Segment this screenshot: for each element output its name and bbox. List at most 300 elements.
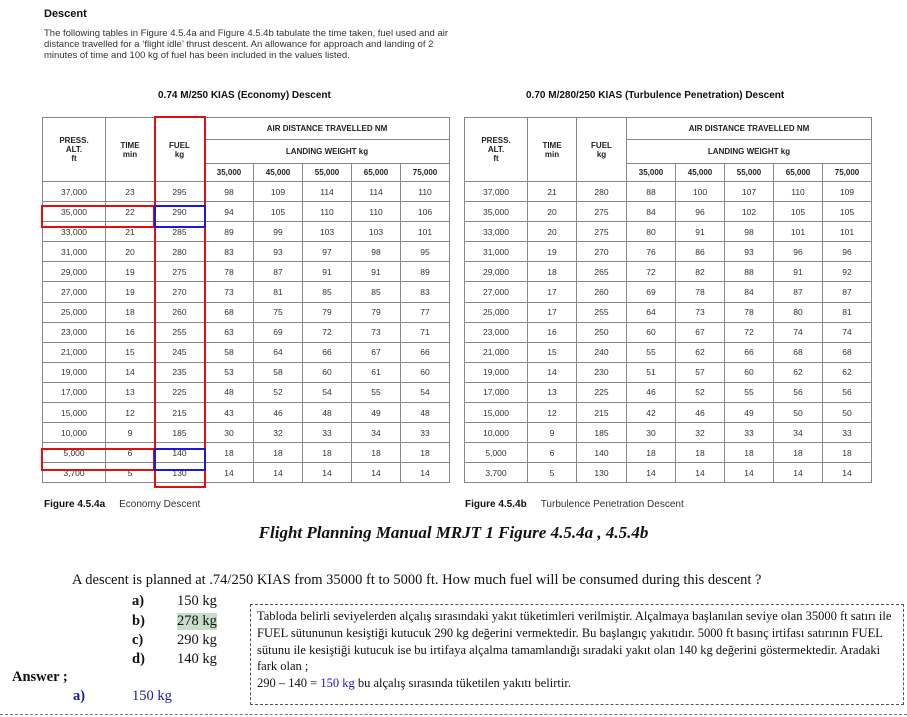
table-cell: 96	[774, 242, 823, 262]
table-row	[465, 463, 872, 483]
table-cell: 245	[155, 342, 205, 362]
table-cell: 75	[254, 302, 303, 322]
table-cell: 98	[352, 242, 401, 262]
table-cell: 71	[401, 322, 450, 342]
table-cell: 3,700	[43, 463, 106, 483]
table-cell: 270	[577, 242, 627, 262]
table-row	[465, 182, 872, 202]
table-cell: 18	[627, 443, 676, 463]
table-cell: 275	[155, 262, 205, 282]
table-cell: 83	[205, 242, 254, 262]
turbulence-descent-table	[464, 117, 872, 483]
table-cell: 76	[627, 242, 676, 262]
table-cell: 100	[676, 182, 725, 202]
row-35000-highlight	[41, 205, 155, 228]
table-row	[43, 362, 450, 382]
table-cell: 14	[774, 463, 823, 483]
table-row	[43, 262, 450, 282]
table-cell: 185	[577, 423, 627, 443]
table-cell: 27,000	[43, 282, 106, 302]
weight-header: 45,000	[676, 164, 725, 182]
table-cell: 68	[823, 342, 872, 362]
table-cell: 14	[401, 463, 450, 483]
table-cell: 69	[627, 282, 676, 302]
table-cell: 23,000	[465, 322, 528, 342]
table-cell: 79	[352, 302, 401, 322]
table-cell: 215	[155, 403, 205, 423]
table-cell: 64	[627, 302, 676, 322]
table-cell: 42	[627, 403, 676, 423]
table-cell: 215	[577, 403, 627, 423]
table-cell: 50	[774, 403, 823, 423]
table-row	[43, 342, 450, 362]
table-cell: 73	[205, 282, 254, 302]
landing-weight-header: LANDING WEIGHT kg	[627, 140, 872, 164]
weight-header: 65,000	[774, 164, 823, 182]
table-cell: 101	[823, 222, 872, 242]
table-cell: 33,000	[43, 222, 106, 242]
table-cell: 18	[401, 443, 450, 463]
table-row	[43, 403, 450, 423]
table-cell: 19	[106, 282, 155, 302]
table-cell: 101	[774, 222, 823, 242]
table-cell: 58	[254, 362, 303, 382]
table-cell: 14	[205, 463, 254, 483]
answer-value: 150 kg	[132, 688, 172, 704]
table-cell: 55	[627, 342, 676, 362]
table-cell: 110	[352, 202, 401, 222]
table-cell: 68	[205, 302, 254, 322]
economy-descent-table	[42, 117, 450, 483]
table-cell: 280	[155, 242, 205, 262]
option-b: b) 278 kg	[132, 613, 217, 629]
table-cell: 85	[352, 282, 401, 302]
table-cell: 35,000	[465, 202, 528, 222]
table-cell: 60	[401, 362, 450, 382]
table-cell: 18	[205, 443, 254, 463]
table-cell: 46	[627, 382, 676, 402]
table-cell: 93	[254, 242, 303, 262]
table-cell: 10,000	[465, 423, 528, 443]
table-cell: 6	[528, 443, 577, 463]
table-cell: 16	[106, 322, 155, 342]
table-cell: 140	[155, 443, 205, 463]
table-cell: 96	[823, 242, 872, 262]
table-cell: 15,000	[43, 403, 106, 423]
table-cell: 12	[106, 403, 155, 423]
main-title: Flight Planning Manual MRJT 1 Figure 4.5.4a , 4.5.4b	[258, 523, 649, 542]
weight-header: 75,000	[823, 164, 872, 182]
table-cell: 63	[205, 322, 254, 342]
table-cell: 72	[303, 322, 352, 342]
table-cell: 105	[774, 202, 823, 222]
table-cell: 94	[205, 202, 254, 222]
table-cell: 18	[254, 443, 303, 463]
table-cell: 96	[676, 202, 725, 222]
intro-paragraph: The following tables in Figure 4.5.4a and Figure 4.5.4b tabulate the time taken, fuel used and air distance travelled for a ‘flight idle’ thrust descent. An allowance for approach and landing of 2 minutes of time and 100 kg of fuel has been included in the values listed.	[44, 28, 449, 61]
table-cell: 29,000	[465, 262, 528, 282]
table-cell: 84	[725, 282, 774, 302]
table-cell: 14	[823, 463, 872, 483]
table-cell: 49	[352, 403, 401, 423]
table-cell: 50	[823, 403, 872, 423]
table-row	[465, 282, 872, 302]
table-cell: 5	[528, 463, 577, 483]
table-cell: 255	[577, 302, 627, 322]
table-cell: 52	[254, 382, 303, 402]
table-row	[43, 382, 450, 402]
table-cell: 56	[823, 382, 872, 402]
table-cell: 62	[676, 342, 725, 362]
table-cell: 60	[627, 322, 676, 342]
table-cell: 66	[725, 342, 774, 362]
table-cell: 13	[106, 382, 155, 402]
table-cell: 185	[155, 423, 205, 443]
table-cell: 87	[254, 262, 303, 282]
table-cell: 98	[205, 182, 254, 202]
table-cell: 21,000	[465, 342, 528, 362]
question-text: A descent is planned at .74/250 KIAS from 35000 ft to 5000 ft. How much fuel will be consumed during this descent ?	[72, 572, 762, 588]
table-cell: 56	[774, 382, 823, 402]
table-cell: 91	[352, 262, 401, 282]
table-row	[43, 302, 450, 322]
table-row	[465, 382, 872, 402]
table-cell: 25,000	[43, 302, 106, 322]
table-cell: 20	[528, 222, 577, 242]
table-cell: 32	[254, 423, 303, 443]
table-cell: 114	[303, 182, 352, 202]
table-cell: 5,000	[43, 443, 106, 463]
table-cell: 68	[774, 342, 823, 362]
table-cell: 89	[205, 222, 254, 242]
table-cell: 81	[254, 282, 303, 302]
table-cell: 9	[528, 423, 577, 443]
weight-header: 45,000	[254, 164, 303, 182]
table-cell: 290	[155, 202, 205, 222]
table-cell: 6	[106, 443, 155, 463]
table-cell: 18	[774, 443, 823, 463]
table-cell: 14	[303, 463, 352, 483]
table-cell: 17,000	[465, 382, 528, 402]
table-cell: 260	[155, 302, 205, 322]
table-cell: 3,700	[465, 463, 528, 483]
time-header: TIME min	[528, 118, 577, 182]
table-cell: 14	[627, 463, 676, 483]
table-cell: 103	[303, 222, 352, 242]
table-cell: 19	[528, 242, 577, 262]
table-cell: 80	[774, 302, 823, 322]
table-cell: 49	[725, 403, 774, 423]
table-cell: 33	[725, 423, 774, 443]
bottom-divider	[0, 714, 907, 715]
air-distance-header: AIR DISTANCE TRAVELLED NM	[627, 118, 872, 140]
table-cell: 30	[627, 423, 676, 443]
table-cell: 62	[774, 362, 823, 382]
table-cell: 48	[303, 403, 352, 423]
weight-header: 55,000	[303, 164, 352, 182]
table-cell: 14	[352, 463, 401, 483]
table-cell: 101	[401, 222, 450, 242]
table-cell: 51	[627, 362, 676, 382]
explanation-box	[250, 604, 904, 705]
table-cell: 57	[676, 362, 725, 382]
table-cell: 225	[577, 382, 627, 402]
table-cell: 130	[577, 463, 627, 483]
table-cell: 15	[106, 342, 155, 362]
table-cell: 16	[528, 322, 577, 342]
table-cell: 87	[774, 282, 823, 302]
table-cell: 22	[106, 202, 155, 222]
table-row	[465, 202, 872, 222]
table-cell: 23,000	[43, 322, 106, 342]
table-cell: 14	[676, 463, 725, 483]
table-cell: 34	[352, 423, 401, 443]
table-cell: 95	[401, 242, 450, 262]
table-cell: 89	[401, 262, 450, 282]
table-cell: 97	[303, 242, 352, 262]
table-cell: 98	[725, 222, 774, 242]
table-cell: 110	[401, 182, 450, 202]
table-cell: 18	[303, 443, 352, 463]
table-cell: 235	[155, 362, 205, 382]
table-cell: 255	[155, 322, 205, 342]
time-header: TIME min	[106, 118, 155, 182]
section-heading: Descent	[44, 8, 87, 20]
explanation-calc: 290 – 140 = 150 kg bu alçalış sırasında tüketilen yakıtı belirtir.	[257, 676, 571, 691]
weight-header: 35,000	[627, 164, 676, 182]
table-cell: 14	[254, 463, 303, 483]
table-cell: 19	[106, 262, 155, 282]
table-cell: 78	[676, 282, 725, 302]
table-cell: 46	[676, 403, 725, 423]
table-cell: 30	[205, 423, 254, 443]
table-cell: 55	[725, 382, 774, 402]
table-row	[43, 242, 450, 262]
table-cell: 240	[577, 342, 627, 362]
table-cell: 85	[303, 282, 352, 302]
weight-header: 55,000	[725, 164, 774, 182]
table-cell: 114	[352, 182, 401, 202]
table-cell: 250	[577, 322, 627, 342]
table-cell: 67	[352, 342, 401, 362]
table-cell: 77	[401, 302, 450, 322]
table-cell: 87	[823, 282, 872, 302]
table-cell: 78	[725, 302, 774, 322]
table-row	[465, 362, 872, 382]
figure-b-caption: Figure 4.5.4b Turbulence Penetration Descent	[465, 499, 684, 510]
row-5000-highlight	[41, 448, 155, 471]
air-distance-header: AIR DISTANCE TRAVELLED NM	[205, 118, 450, 140]
table-cell: 73	[352, 322, 401, 342]
weight-header: 65,000	[352, 164, 401, 182]
landing-weight-header: LANDING WEIGHT kg	[205, 140, 450, 164]
table-cell: 61	[352, 362, 401, 382]
fuel-header: FUEL kg	[577, 118, 627, 182]
table-cell: 140	[577, 443, 627, 463]
table-cell: 58	[205, 342, 254, 362]
table-cell: 103	[352, 222, 401, 242]
table-cell: 54	[401, 382, 450, 402]
option-a: a) 150 kg	[132, 593, 217, 609]
table-cell: 27,000	[465, 282, 528, 302]
option-d: d) 140 kg	[132, 651, 217, 667]
table-cell: 72	[627, 262, 676, 282]
table-cell: 88	[627, 182, 676, 202]
table-b-caption: 0.70 M/280/250 KIAS (Turbulence Penetration) Descent	[526, 90, 785, 101]
table-cell: 109	[823, 182, 872, 202]
table-cell: 13	[528, 382, 577, 402]
fuel-header: FUEL kg	[155, 118, 205, 182]
table-cell: 60	[725, 362, 774, 382]
table-cell: 33,000	[465, 222, 528, 242]
table-cell: 21	[528, 182, 577, 202]
table-row	[43, 282, 450, 302]
table-cell: 265	[577, 262, 627, 282]
table-cell: 31,000	[465, 242, 528, 262]
table-cell: 230	[577, 362, 627, 382]
table-cell: 12	[528, 403, 577, 423]
table-cell: 14	[528, 362, 577, 382]
table-cell: 130	[155, 463, 205, 483]
table-cell: 33	[303, 423, 352, 443]
table-cell: 275	[577, 202, 627, 222]
table-cell: 21	[106, 222, 155, 242]
table-cell: 18	[676, 443, 725, 463]
table-cell: 78	[205, 262, 254, 282]
table-cell: 20	[528, 202, 577, 222]
table-cell: 5	[106, 463, 155, 483]
table-cell: 17	[528, 302, 577, 322]
table-row	[465, 302, 872, 322]
table-row	[465, 403, 872, 423]
table-cell: 102	[725, 202, 774, 222]
table-row	[465, 242, 872, 262]
table-cell: 106	[401, 202, 450, 222]
table-cell: 107	[725, 182, 774, 202]
table-cell: 14	[725, 463, 774, 483]
table-row	[465, 342, 872, 362]
table-cell: 46	[254, 403, 303, 423]
table-cell: 17,000	[43, 382, 106, 402]
table-cell: 105	[254, 202, 303, 222]
table-cell: 20	[106, 242, 155, 262]
table-cell: 19,000	[43, 362, 106, 382]
table-cell: 66	[303, 342, 352, 362]
table-cell: 74	[774, 322, 823, 342]
table-cell: 93	[725, 242, 774, 262]
table-row	[43, 423, 450, 443]
answer-letter: a)	[73, 688, 86, 704]
fuel-140-highlight	[154, 448, 206, 471]
table-cell: 62	[823, 362, 872, 382]
table-cell: 105	[823, 202, 872, 222]
table-cell: 43	[205, 403, 254, 423]
table-row	[465, 222, 872, 242]
fuel-290-highlight	[154, 205, 206, 228]
table-cell: 33	[401, 423, 450, 443]
table-cell: 66	[401, 342, 450, 362]
table-cell: 91	[676, 222, 725, 242]
table-cell: 17	[528, 282, 577, 302]
table-cell: 54	[303, 382, 352, 402]
table-row	[465, 423, 872, 443]
table-cell: 37,000	[465, 182, 528, 202]
table-cell: 19,000	[465, 362, 528, 382]
table-cell: 60	[303, 362, 352, 382]
table-cell: 72	[725, 322, 774, 342]
table-cell: 10,000	[43, 423, 106, 443]
weight-header: 75,000	[401, 164, 450, 182]
table-cell: 84	[627, 202, 676, 222]
table-row	[43, 322, 450, 342]
fuel-column-highlight	[154, 116, 206, 488]
table-cell: 48	[205, 382, 254, 402]
option-c: c) 290 kg	[132, 632, 217, 648]
table-cell: 18	[528, 262, 577, 282]
table-cell: 18	[725, 443, 774, 463]
table-cell: 18	[352, 443, 401, 463]
table-cell: 48	[401, 403, 450, 423]
table-cell: 280	[577, 182, 627, 202]
table-cell: 25,000	[465, 302, 528, 322]
figure-a-caption: Figure 4.5.4a Economy Descent	[44, 499, 201, 510]
table-cell: 29,000	[43, 262, 106, 282]
table-cell: 73	[676, 302, 725, 322]
table-cell: 35,000	[43, 202, 106, 222]
table-cell: 69	[254, 322, 303, 342]
table-cell: 88	[725, 262, 774, 282]
table-cell: 91	[774, 262, 823, 282]
table-cell: 53	[205, 362, 254, 382]
table-cell: 99	[254, 222, 303, 242]
table-cell: 14	[106, 362, 155, 382]
table-cell: 33	[823, 423, 872, 443]
table-cell: 23	[106, 182, 155, 202]
table-cell: 260	[577, 282, 627, 302]
explanation-text: Tabloda belirli seviyelerden alçalış sırasındaki yakıt tüketimleri verilmiştir. Alçalmaya başlanılan seviye olan 35000 ft satırı ile FUEL sütununun kesiştiği kutucuk 290 kg değerini vermektedir. Bu başlangıç yakıtıdır. 5000 ft basınç irtifası satırının FUEL sütunu ile kesiştiği kutucuk ise bu irtifaya alçalma tamamlandığı sıradaki yakıt olan 140 kg değerini göstermektedir. Aradaki fark olan ;	[257, 609, 892, 674]
table-cell: 270	[155, 282, 205, 302]
table-cell: 32	[676, 423, 725, 443]
table-cell: 64	[254, 342, 303, 362]
table-row	[465, 443, 872, 463]
table-cell: 9	[106, 423, 155, 443]
table-cell: 92	[823, 262, 872, 282]
table-cell: 15,000	[465, 403, 528, 423]
table-cell: 37,000	[43, 182, 106, 202]
table-cell: 110	[774, 182, 823, 202]
table-cell: 52	[676, 382, 725, 402]
table-cell: 31,000	[43, 242, 106, 262]
table-cell: 5,000	[465, 443, 528, 463]
table-cell: 91	[303, 262, 352, 282]
table-cell: 18	[106, 302, 155, 322]
answer-label: Answer ;	[12, 669, 68, 685]
table-b-body	[465, 182, 872, 483]
table-cell: 18	[823, 443, 872, 463]
table-cell: 67	[676, 322, 725, 342]
table-a-caption: 0.74 M/250 KIAS (Economy) Descent	[158, 90, 331, 101]
table-cell: 21,000	[43, 342, 106, 362]
table-cell: 86	[676, 242, 725, 262]
table-cell: 80	[627, 222, 676, 242]
table-cell: 295	[155, 182, 205, 202]
table-cell: 55	[352, 382, 401, 402]
table-cell: 109	[254, 182, 303, 202]
table-cell: 82	[676, 262, 725, 282]
table-cell: 79	[303, 302, 352, 322]
table-row	[465, 322, 872, 342]
table-cell: 285	[155, 222, 205, 242]
